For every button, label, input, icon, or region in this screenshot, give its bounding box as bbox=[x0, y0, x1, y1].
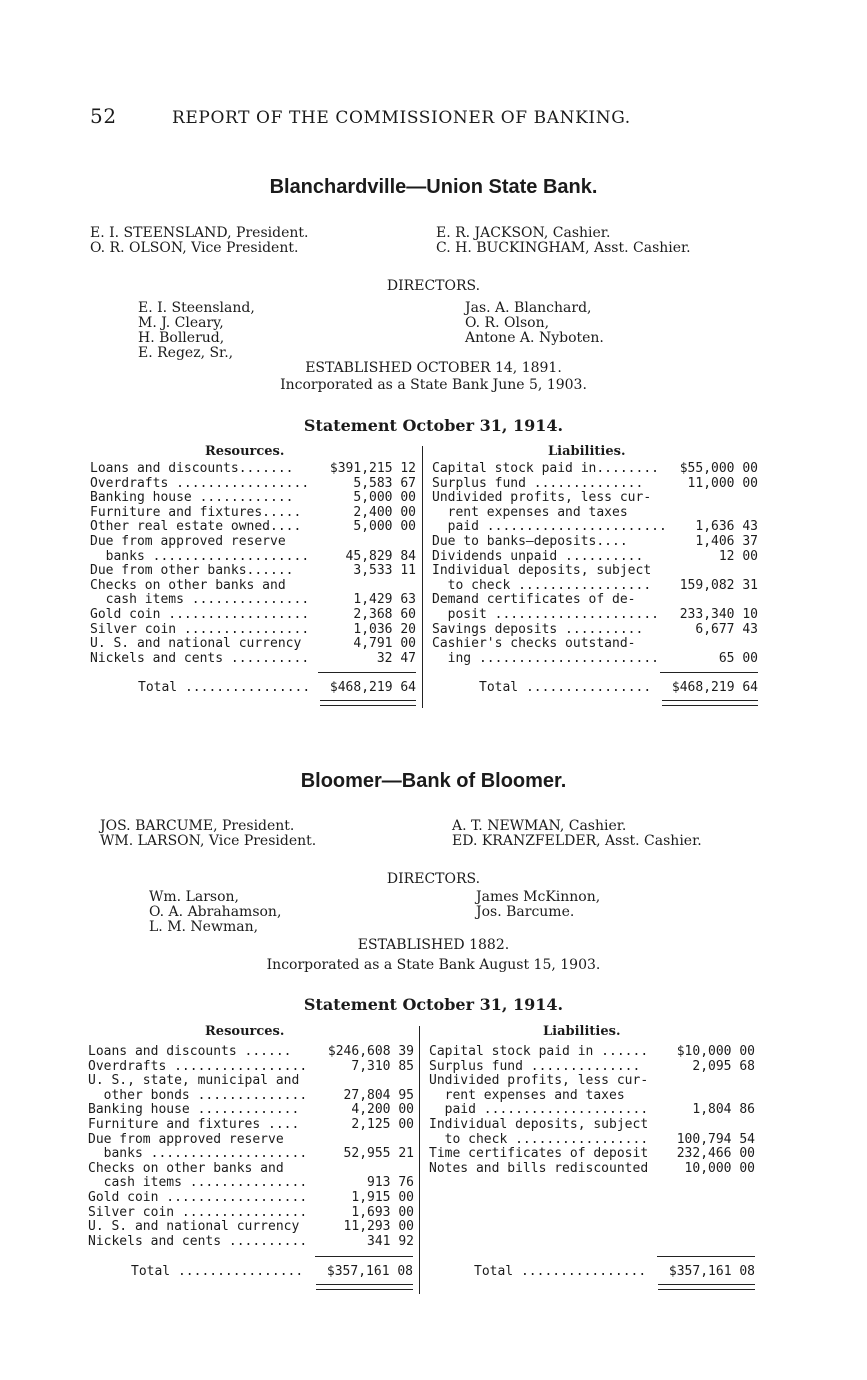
running-title: REPORT OF THE COMMISSIONER OF BANKING. bbox=[172, 108, 631, 128]
liability-row bbox=[429, 1045, 755, 1060]
row-label: cash items ............... bbox=[88, 1176, 308, 1191]
directors-heading: DIRECTORS. bbox=[386, 278, 481, 294]
directors-heading: DIRECTORS. bbox=[386, 871, 481, 887]
row-label: Due from other banks...... bbox=[90, 564, 294, 579]
row-label: Cashier's checks outstand- bbox=[432, 637, 636, 652]
resource-row bbox=[88, 1176, 414, 1191]
directors-left bbox=[149, 890, 281, 935]
row-amount: 5,000 00 bbox=[353, 519, 416, 535]
row-label: Overdrafts ................. bbox=[88, 1059, 308, 1074]
row-amount: 233,340 10 bbox=[679, 606, 758, 622]
director: Antone A. Nyboten. bbox=[465, 330, 604, 346]
officers-right bbox=[452, 819, 702, 849]
officer: E. R. JACKSON, Cashier. bbox=[436, 225, 611, 241]
liability-row bbox=[429, 1147, 755, 1162]
officer: ED. KRANZFELDER, Asst. Cashier. bbox=[452, 833, 702, 849]
row-amount: $55,000 00 bbox=[679, 461, 758, 476]
director: H. Bollerud, bbox=[138, 330, 225, 346]
row-label: posit ..................... bbox=[432, 607, 659, 622]
resource-row bbox=[88, 1235, 414, 1250]
row-amount: 1,693 00 bbox=[351, 1204, 414, 1220]
row-label: Loans and discounts....... bbox=[90, 462, 294, 476]
row-amount: 5,000 00 bbox=[353, 490, 416, 506]
row-amount: $10,000 00 bbox=[676, 1044, 755, 1059]
row-label: Capital stock paid in ...... bbox=[429, 1045, 649, 1059]
row-amount: 2,400 00 bbox=[353, 504, 416, 520]
row-label: U. S., state, municipal and bbox=[88, 1074, 300, 1089]
row-label: Due from approved reserve bbox=[90, 534, 286, 549]
double-rule bbox=[316, 1284, 413, 1290]
row-amount: 27,804 95 bbox=[343, 1087, 414, 1103]
row-label: Nickels and cents .......... bbox=[88, 1234, 308, 1249]
row-label: banks .................... bbox=[90, 549, 310, 564]
row-amount: 7,310 85 bbox=[351, 1058, 414, 1074]
resources-total: $468,219 64 bbox=[329, 680, 416, 695]
director: Jos. Barcume. bbox=[476, 904, 575, 920]
row-label: to check ................. bbox=[432, 578, 652, 593]
resource-row bbox=[88, 1118, 414, 1133]
row-amount: 4,200 00 bbox=[351, 1102, 414, 1118]
row-label: Furniture and fixtures .... bbox=[88, 1117, 300, 1132]
directors-right bbox=[476, 890, 600, 920]
row-amount: $391,215 12 bbox=[329, 461, 416, 476]
established: ESTABLISHED 1882. bbox=[357, 937, 510, 953]
row-label: Due from approved reserve bbox=[88, 1132, 284, 1147]
incorporated: Incorporated as a State Bank August 15, 1903. bbox=[266, 957, 601, 973]
resource-row bbox=[88, 1103, 414, 1118]
officers-left bbox=[100, 819, 316, 849]
director: Wm. Larson, bbox=[149, 889, 239, 905]
officer: A. T. NEWMAN, Cashier. bbox=[452, 818, 627, 834]
resources-list bbox=[88, 1045, 414, 1249]
resources-heading: Resources. bbox=[205, 444, 285, 459]
resource-row bbox=[88, 1089, 414, 1104]
row-amount: 65 00 bbox=[718, 650, 758, 666]
liabilities-list bbox=[429, 1045, 755, 1176]
row-label: paid ....................... bbox=[432, 520, 667, 535]
row-label: Checks on other banks and bbox=[88, 1161, 284, 1176]
resource-row bbox=[88, 1206, 414, 1221]
liability-row bbox=[429, 1089, 755, 1104]
liabilities-total-label: Total ................ bbox=[479, 680, 652, 695]
resources-heading: Resources. bbox=[205, 1024, 285, 1039]
resource-row bbox=[88, 1060, 414, 1075]
resources-total: $357,161 08 bbox=[326, 1264, 413, 1279]
row-label: Furniture and fixtures..... bbox=[90, 505, 302, 520]
row-label: Silver coin ................ bbox=[90, 622, 310, 637]
row-label: Other real estate owned.... bbox=[90, 520, 302, 535]
row-label: Due to banks—deposits.... bbox=[432, 534, 628, 549]
liabilities-heading: Liabilities. bbox=[548, 444, 626, 459]
double-rule bbox=[658, 1284, 755, 1290]
liability-row bbox=[429, 1118, 755, 1133]
statement-title: Statement October 31, 1914. bbox=[303, 416, 564, 435]
row-label: ing ....................... bbox=[432, 651, 659, 666]
row-label: Individual deposits, subject bbox=[429, 1117, 649, 1132]
row-amount: 1,636 43 bbox=[695, 519, 758, 535]
row-amount: 4,791 00 bbox=[353, 636, 416, 652]
director: James McKinnon, bbox=[476, 889, 601, 905]
row-label: Overdrafts ................. bbox=[90, 476, 310, 491]
row-amount: 2,368 60 bbox=[353, 606, 416, 622]
row-amount: 1,915 00 bbox=[351, 1189, 414, 1205]
row-label: Savings deposits .......... bbox=[432, 622, 644, 637]
row-amount: 12 00 bbox=[718, 548, 758, 564]
row-label: Dividends unpaid .......... bbox=[432, 549, 644, 564]
row-label: U. S. and national currency bbox=[88, 1220, 300, 1235]
row-label: Demand certificates of de- bbox=[432, 593, 636, 608]
row-amount: 1,406 37 bbox=[695, 533, 758, 549]
row-label: Gold coin .................. bbox=[88, 1190, 308, 1205]
officer: E. I. STEENSLAND, President. bbox=[90, 225, 309, 241]
director: L. M. Newman, bbox=[149, 919, 259, 935]
row-amount: 1,036 20 bbox=[353, 621, 416, 637]
incorporated: Incorporated as a State Bank June 5, 1903. bbox=[280, 377, 587, 393]
director: E. I. Steensland, bbox=[138, 300, 255, 316]
row-amount: 52,955 21 bbox=[343, 1146, 414, 1162]
officer: WM. LARSON, Vice President. bbox=[100, 833, 317, 849]
resource-row bbox=[88, 1220, 414, 1235]
row-label: to check ................. bbox=[429, 1132, 649, 1147]
row-label: Banking house ............. bbox=[88, 1103, 300, 1118]
liability-row bbox=[429, 1103, 755, 1118]
liabilities-total-label: Total ................ bbox=[474, 1264, 647, 1279]
liabilities-heading: Liabilities. bbox=[543, 1024, 621, 1039]
director: O. R. Olson, bbox=[465, 315, 550, 331]
officer: C. H. BUCKINGHAM, Asst. Cashier. bbox=[436, 240, 691, 256]
row-amount: 11,000 00 bbox=[687, 475, 758, 491]
row-amount: 5,583 67 bbox=[353, 475, 416, 491]
liability-row bbox=[429, 1133, 755, 1148]
director: M. J. Cleary, bbox=[138, 315, 224, 331]
row-label: Undivided profits, less cur- bbox=[432, 491, 652, 506]
row-label: Capital stock paid in........ bbox=[432, 462, 659, 476]
resource-row bbox=[88, 1045, 414, 1060]
total-rule bbox=[315, 1256, 413, 1257]
liability-row bbox=[429, 1060, 755, 1075]
row-label: rent expenses and taxes bbox=[429, 1088, 625, 1103]
row-amount: 100,794 54 bbox=[676, 1131, 755, 1147]
resources-total-label: Total ................ bbox=[131, 1264, 304, 1279]
bank-title: Bloomer—Bank of Bloomer. bbox=[300, 770, 567, 792]
row-label: rent expenses and taxes bbox=[432, 505, 628, 520]
officer: O. R. OLSON, Vice President. bbox=[90, 240, 299, 256]
row-label: U. S. and national currency bbox=[90, 637, 302, 652]
director: Jas. A. Blanchard, bbox=[465, 300, 592, 316]
row-label: Loans and discounts ...... bbox=[88, 1045, 292, 1059]
row-label: Undivided profits, less cur- bbox=[429, 1074, 649, 1089]
row-amount: 3,533 11 bbox=[353, 563, 416, 579]
row-label: other bonds .............. bbox=[88, 1088, 308, 1103]
row-amount: 2,095 68 bbox=[692, 1058, 755, 1074]
officer: JOS. BARCUME, President. bbox=[100, 818, 295, 834]
row-label: Notes and bills rediscounted bbox=[429, 1161, 649, 1176]
row-amount: 11,293 00 bbox=[343, 1219, 414, 1235]
established: ESTABLISHED OCTOBER 14, 1891. bbox=[305, 360, 562, 376]
director: O. A. Abrahamson, bbox=[149, 904, 282, 920]
row-amount: 45,829 84 bbox=[345, 548, 416, 564]
row-label: Gold coin .................. bbox=[90, 607, 310, 622]
resources-total-label: Total ................ bbox=[138, 680, 311, 695]
row-amount: 1,429 63 bbox=[353, 592, 416, 608]
statement-title: Statement October 31, 1914. bbox=[303, 995, 564, 1014]
row-label: Individual deposits, subject bbox=[432, 564, 652, 579]
resource-row bbox=[88, 1074, 414, 1089]
resource-row bbox=[88, 1133, 414, 1148]
row-amount: 341 92 bbox=[367, 1233, 414, 1249]
total-rule bbox=[657, 1256, 755, 1257]
row-label: Checks on other banks and bbox=[90, 578, 286, 593]
resource-row bbox=[88, 1191, 414, 1206]
row-amount: 10,000 00 bbox=[684, 1160, 755, 1176]
column-divider bbox=[419, 1026, 420, 1294]
row-amount: 913 76 bbox=[367, 1175, 414, 1191]
resource-row bbox=[88, 1162, 414, 1177]
liability-row bbox=[429, 1074, 755, 1089]
row-label: paid ..................... bbox=[429, 1103, 649, 1118]
row-label: banks .................... bbox=[88, 1147, 308, 1162]
liability-row bbox=[429, 1162, 755, 1177]
page-number: 52 bbox=[90, 104, 117, 128]
row-label: Surplus fund .............. bbox=[432, 476, 644, 491]
liabilities-total: $357,161 08 bbox=[668, 1264, 755, 1279]
row-amount: 232,466 00 bbox=[676, 1146, 755, 1162]
row-label: Surplus fund .............. bbox=[429, 1059, 641, 1074]
liabilities-total: $468,219 64 bbox=[671, 680, 758, 695]
row-label: Banking house ............ bbox=[90, 491, 294, 506]
row-label: Nickels and cents .......... bbox=[90, 651, 310, 666]
row-amount: $246,608 39 bbox=[327, 1044, 414, 1059]
director: E. Regez, Sr., bbox=[138, 345, 234, 361]
row-label: Time certificates of deposit bbox=[429, 1147, 649, 1162]
row-amount: 159,082 31 bbox=[679, 577, 758, 593]
row-label: Silver coin ................ bbox=[88, 1205, 308, 1220]
row-amount: 32 47 bbox=[376, 650, 416, 666]
row-amount: 6,677 43 bbox=[695, 621, 758, 637]
row-label: cash items ............... bbox=[90, 593, 310, 608]
row-amount: 2,125 00 bbox=[351, 1116, 414, 1132]
bank-title: Blanchardville—Union State Bank. bbox=[269, 176, 598, 198]
row-amount: 1,804 86 bbox=[692, 1102, 755, 1118]
resource-row bbox=[88, 1147, 414, 1162]
